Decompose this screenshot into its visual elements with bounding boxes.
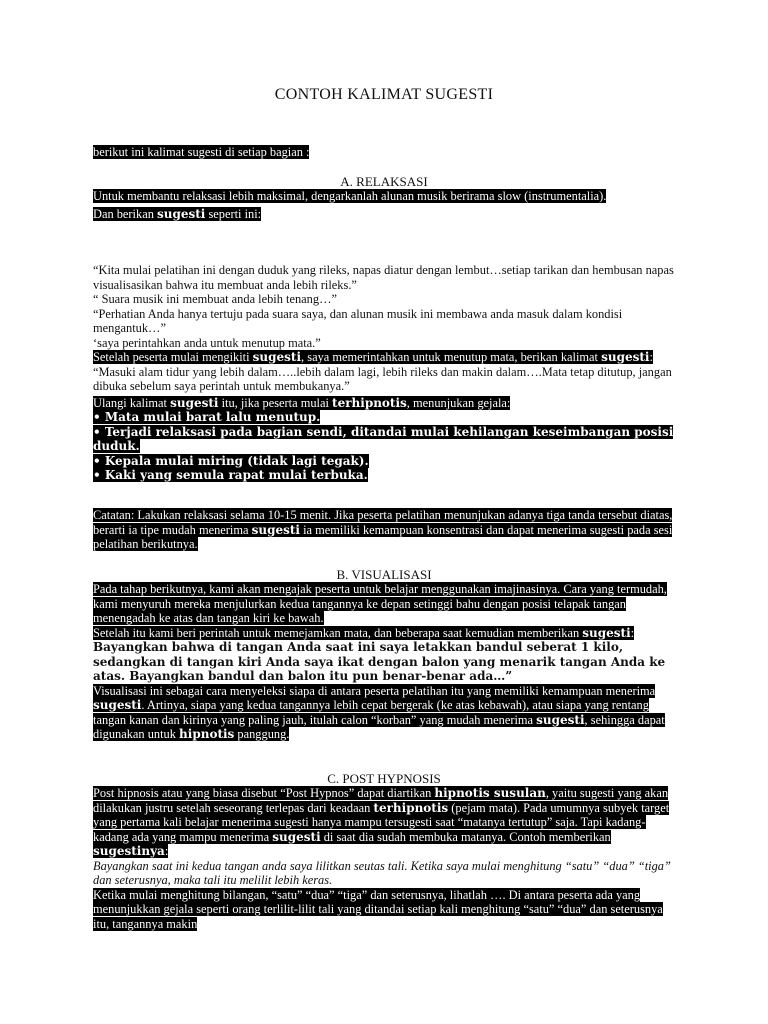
keyword-sugesti: sugesti <box>582 625 631 640</box>
symptom-bullet-1: • Mata mulai barat lalu menutup. <box>93 410 321 424</box>
keyword-terhipnotis: terhipnotis <box>332 395 407 410</box>
relaksasi-note <box>93 508 675 552</box>
keyword-sugesti: sugesti <box>536 712 585 727</box>
note-text-a: Catatan: Lakukan relaksasi selama 10-15 menit. Jika peserta pelatihan menunjukan adanya tiga tanda tersebut diatas, berarti ia tipe mudah menerima <box>93 508 673 537</box>
visualisasi-p4-c: . Artinya, siapa yang kedua tangannya lebih cepat bergerak (ke atas kebawah), atau siapa yang rentang tangan kanan dan kirinya yang paling jauh, itulah calon “korban” yang mudah menerima <box>93 698 649 727</box>
keyword-sugesti: sugesti <box>272 829 321 844</box>
keyword-sugesti: sugesti <box>93 698 142 712</box>
repeat-text-a: Ulangi kalimat <box>93 395 171 410</box>
relaksasi-line2-a: Dan berikan <box>93 206 157 221</box>
relaksasi-line2-c: seperti ini: <box>205 206 262 221</box>
post-p1-a: Post hipnosis atau yang biasa disebut “Post Hypnos” dapat diartikan <box>93 786 435 800</box>
visualisasi-p4-e: , sehingga dapat digunakan untuk <box>93 712 665 741</box>
post-hypnosis-body <box>93 786 675 931</box>
keyword-terhipnotis: terhipnotis <box>373 800 449 815</box>
quote-1: “Kita mulai pelatihan ini dengan duduk yang rileks, napas diatur dengan lembut…setiap tarikan dan hembusan napas visualisasikan bahwa itu membuat anda lebih rileks.” <box>93 263 674 292</box>
intro-text: berikut ini kalimat sugesti di setiap bagian : <box>93 145 310 159</box>
symptom-bullet-2: • Terjadi relaksasi pada bagian sendi, ditandai mulai kehilangan keseimbangan posisi duduk. <box>93 424 674 453</box>
visualisasi-p2-a: Setelah itu kami beri perintah untuk memejamkan mata, dan beberapa saat kemudian memberikan <box>93 625 583 640</box>
keyword-hipnotis: hipnotis <box>179 727 235 741</box>
quote-3: “Perhatian Anda hanya tertuju pada suara saya, dan alunan musik ini membawa anda masuk dalam kondisi mengantuk…” <box>93 306 623 335</box>
post-p3: Ketika mulai menghitung bilangan, “satu” “dua” “tiga” dan seterusnya, lihatlah …. Di antara peserta ada yang menunjukkan gejala seperti orang terlilit-lilit tali yang ditandai setiap kali menghitung “satu” “dua” dan seterusnya itu, tangannya makin <box>93 887 663 931</box>
visualisasi-p2-c: : <box>630 625 635 640</box>
note-text-c: ia memiliki kemampuan konsentrasi dan dapat menerima sugesti pada sesi pelatihan berikutnya. <box>93 522 673 551</box>
keyword-sugesti: sugesti <box>252 350 302 364</box>
keyword-sugesti: sugesti <box>170 395 219 410</box>
visualisasi-p1: Pada tahap berikutnya, kami akan mengajak peserta untuk belajar menggunakan imajinasinya. Cara yang termudah, kami menyuruh mereka menjulurkan kedua tangannya ke depan setinggi bahu dengan posisi telapak tangan menengadah ke atas dan tangan kiri ke bawah. <box>93 582 667 625</box>
keyword-sugestinya: sugestinya <box>93 844 165 858</box>
visualisasi-p3: Bayangkan bahwa di tangan Anda saat ini saya letakkan bandul seberat 1 kilo, sedangkan di tangan kiri Anda saya ikat dengan balon yang menarik tangan Anda ke atas. Bayangkan bandul dan balon itu pun benar-benar ada…” <box>93 640 666 683</box>
keyword-sugesti: sugesti <box>157 206 206 221</box>
visualisasi-p4-a: Visualisasi ini sebagai cara menyeleksi siapa di antara peserta pelatihan itu yang memiliki kemampuan menerima <box>93 683 656 698</box>
after-text-a: Setelah peserta mulai mengikiti <box>93 350 253 364</box>
repeat-text-e: , menunjukan gejala: <box>406 395 511 410</box>
section-heading-visualisasi: B. VISUALISASI <box>336 567 432 582</box>
section-heading-post-hypnosis: C. POST HYPNOSIS <box>327 771 441 786</box>
relaksasi-quotes <box>93 263 675 483</box>
symptom-bullet-3: • Kepala mulai miring (tidak lagi tegak). <box>93 453 369 468</box>
section-heading-relaksasi: A. RELAKSASI <box>340 174 428 189</box>
symptom-bullet-4: • Kaki yang semula rapat mulai terbuka. <box>93 468 368 482</box>
post-p1-g: di saat dia sudah membuka matanya. Contoh memberikan <box>320 829 611 844</box>
post-p2-b: Ketika saya mulai menghitung “satu” “dua” “tiga” dan seterusnya, maka tali itu melilit lebih keras. <box>93 858 671 887</box>
visualisasi-p4-g: panggung. <box>234 727 290 741</box>
post-p1-c: , yaitu sugesti yang akan dilakukan justru setelah seseorang terlepas dari keadaan <box>93 786 669 815</box>
quote-5: “Masuki alam tidur yang lebih dalam…..lebih dalam lagi, lebih rileks dan makin dalam….Mata tetap ditutup, jangan dibuka sebelum saya perintah untuk membukanya.” <box>93 364 672 393</box>
quote-2: “ Suara musik ini membuat anda lebih tenang…” <box>93 292 337 306</box>
page-title: CONTOH KALIMAT SUGESTI <box>274 86 494 103</box>
keyword-sugesti: sugesti <box>251 522 300 537</box>
keyword-sugesti: sugesti <box>601 350 650 364</box>
quote-4: ‘saya perintahkan anda untuk menutup mata.” <box>93 335 321 350</box>
after-text-e: : <box>649 350 653 364</box>
relaksasi-intro <box>93 189 675 221</box>
post-p1-i: : <box>164 844 169 858</box>
repeat-text-c: itu, jika peserta mulai <box>218 395 333 410</box>
post-p1-e: (pejam mata). Pada umumnya subyek target yang pertama kali belajar menerima sugesti hanya mampu tersugesti saat “matanya tertutup” saja. Tapi kadang-kadang ada yang mampu menerima <box>93 800 670 844</box>
post-p2-a: Bayangkan saat ini kedua tangan anda saya lilitkan seutas tali. <box>93 858 411 873</box>
keyword-hipnotis-susulan: hipnotis susulan <box>434 786 546 800</box>
intro-paragraph <box>93 145 675 160</box>
relaksasi-line1: Untuk membantu relaksasi lebih maksimal, dengarkanlah alunan musik berirama slow (instrumentalia). <box>93 189 607 203</box>
after-text-c: , saya memerintahkan untuk menutup mata, berikan kalimat <box>301 350 602 364</box>
visualisasi-body <box>93 582 675 742</box>
